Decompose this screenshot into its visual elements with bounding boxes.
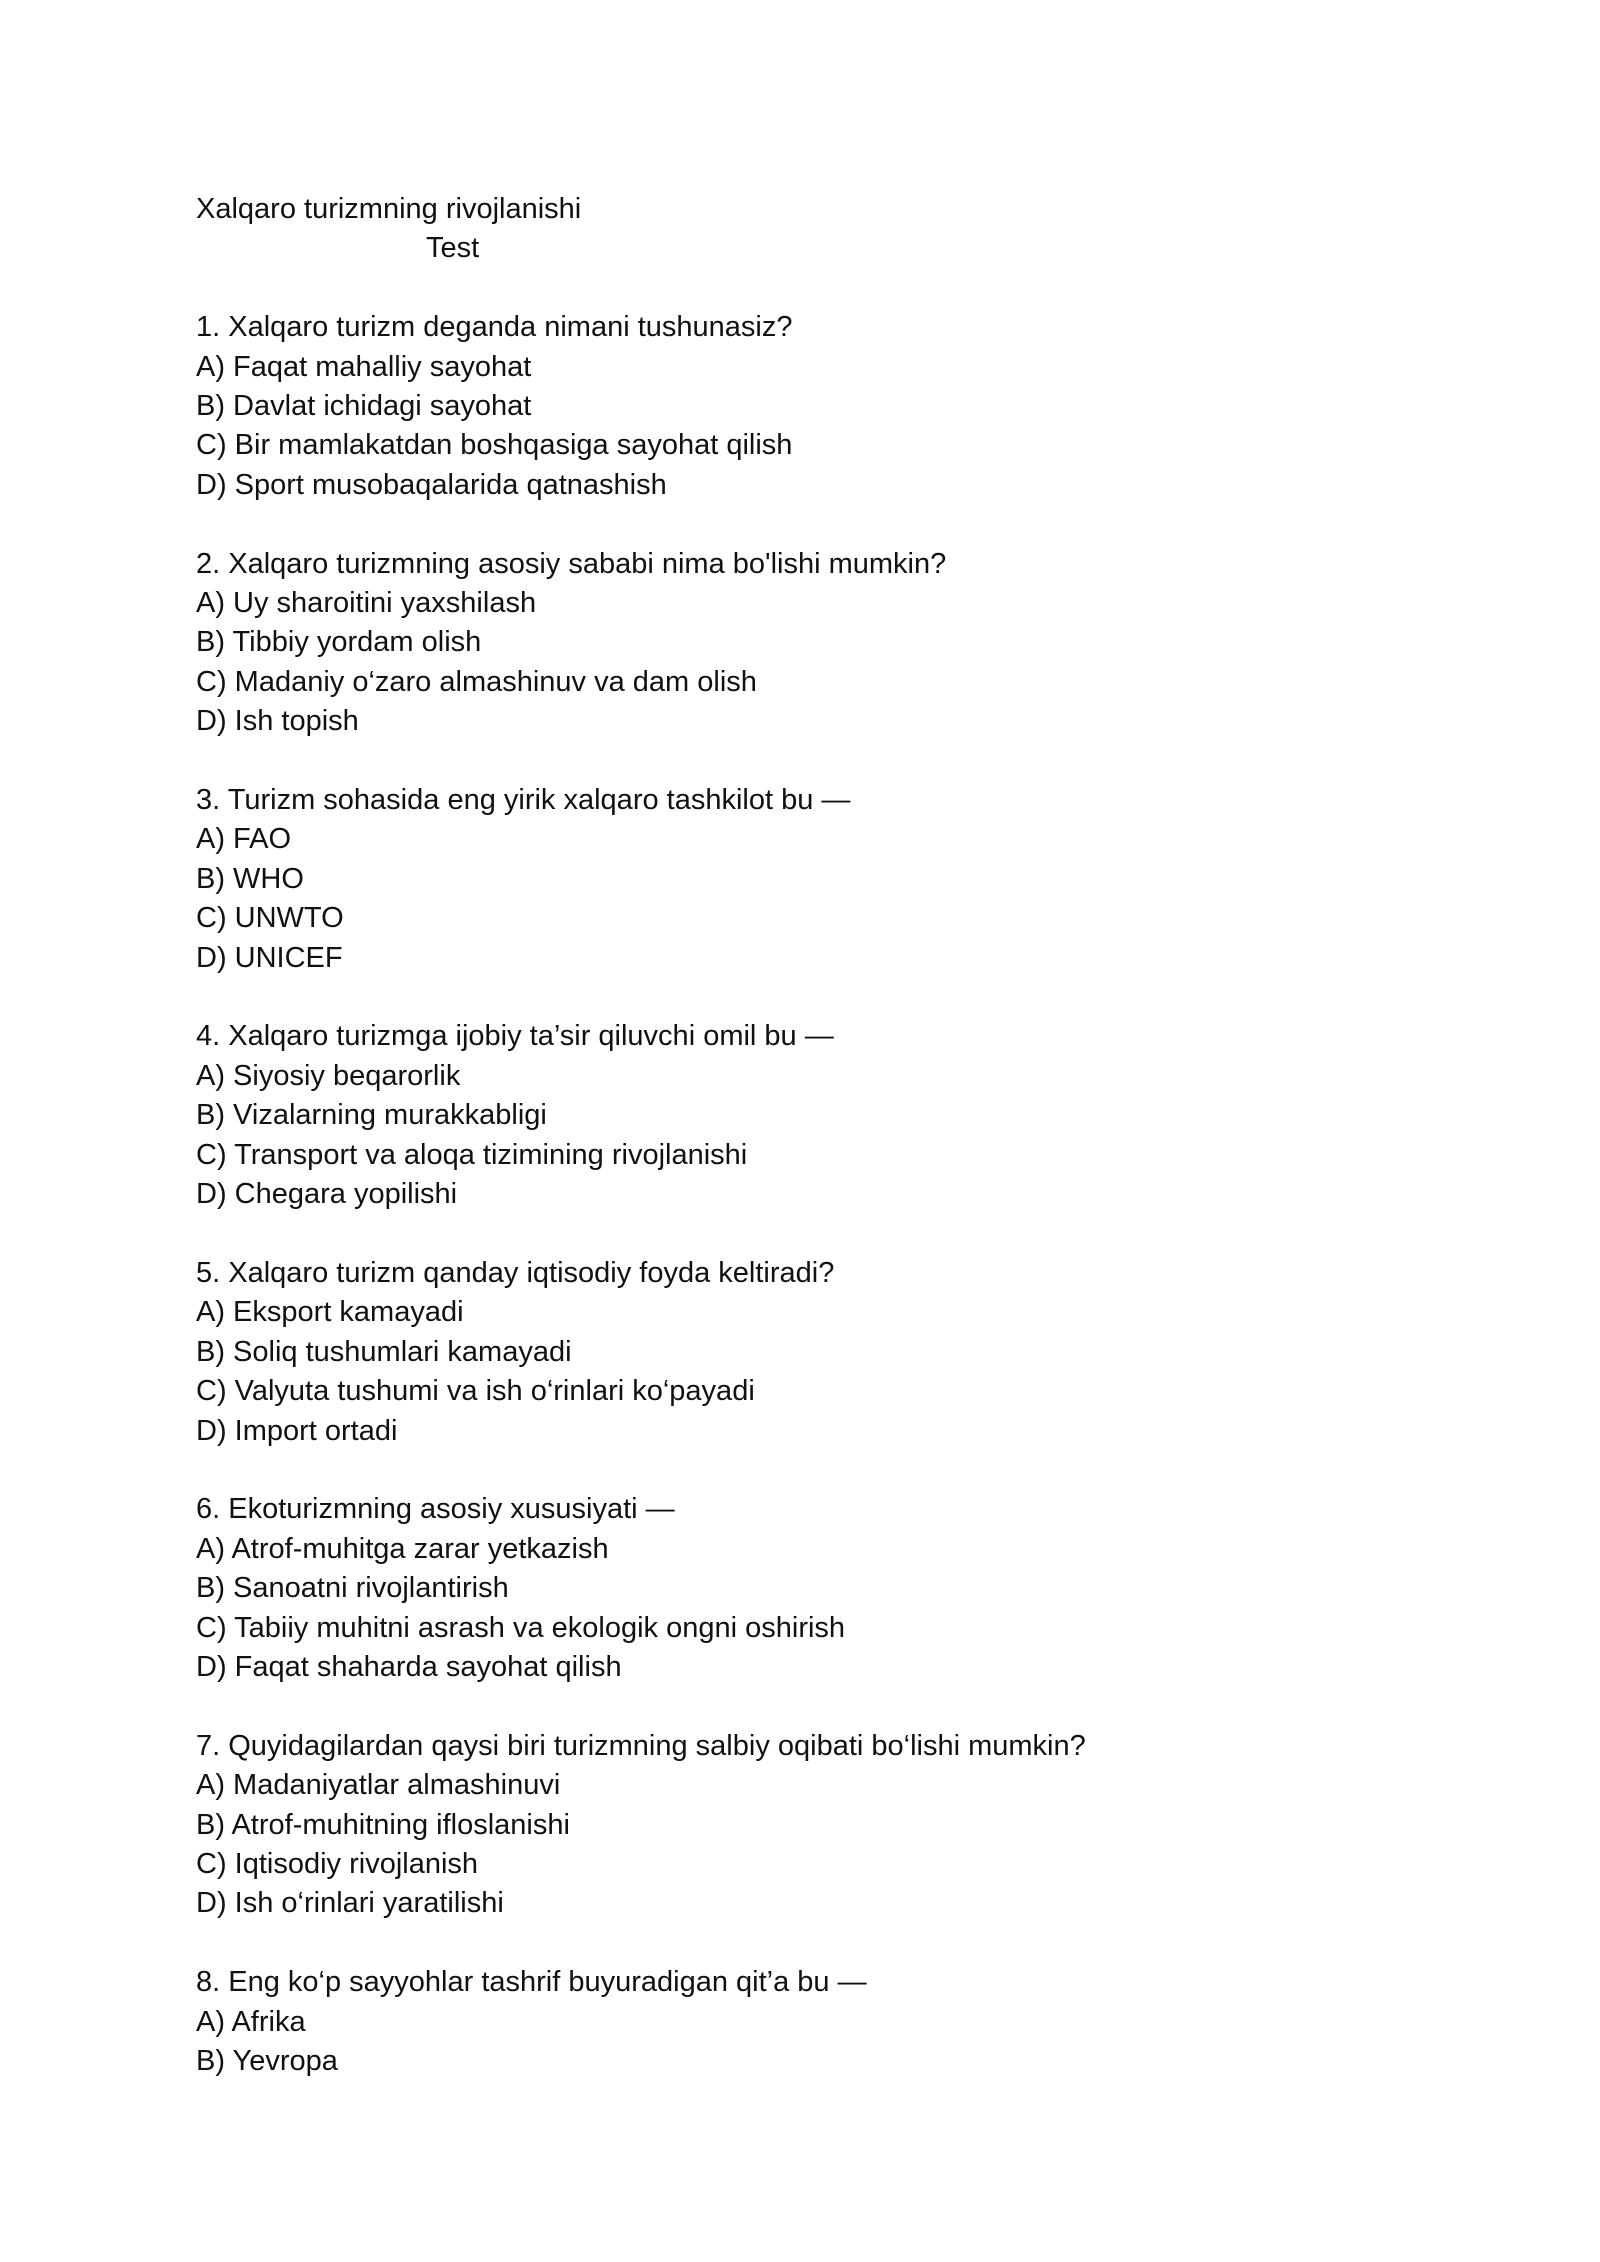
answer-option-b: B) Sanoatni rivojlantirish (196, 1572, 509, 1605)
answer-option-b: B) Vizalarning murakkabligi (196, 1099, 547, 1132)
answer-option-c: C) Valyuta tushumi va ish o‘rinlari ko‘payadi (196, 1375, 755, 1408)
question-8 (196, 1963, 1416, 2081)
answer-option-c: C) Madaniy o‘zaro almashinuv va dam olish (196, 665, 757, 698)
answer-option-c: C) Bir mamlakatdan boshqasiga sayohat qilish (196, 429, 793, 462)
answer-option-d: D) UNICEF (196, 941, 343, 974)
question-5 (196, 1254, 1416, 1451)
question-text: 7. Quyidagilardan qaysi biri turizmning salbiy oqibati bo‘lishi mumkin? (196, 1729, 1086, 1762)
answer-option-c: C) Iqtisodiy rivojlanish (196, 1847, 479, 1880)
answer-option-a: A) FAO (196, 823, 292, 856)
document-content (196, 190, 1416, 2081)
question-text: 1. Xalqaro turizm deganda nimani tushunasiz? (196, 311, 793, 344)
question-text: 3. Turizm sohasida eng yirik xalqaro tashkilot bu — (196, 784, 851, 817)
answer-option-d: D) Ish topish (196, 705, 359, 738)
answer-option-d: D) Faqat shaharda sayohat qilish (196, 1650, 622, 1683)
answer-option-a: A) Uy sharoitini yaxshilash (196, 587, 537, 620)
answer-option-d: D) Chegara yopilishi (196, 1178, 458, 1211)
answer-option-b: B) WHO (196, 862, 304, 895)
answer-option-b: B) Tibbiy yordam olish (196, 626, 482, 659)
answer-option-a: A) Madaniyatlar almashinuvi (196, 1769, 561, 1802)
question-4 (196, 1017, 1416, 1214)
answer-option-c: C) Transport va aloqa tizimining rivojlanishi (196, 1138, 748, 1171)
answer-option-b: B) Davlat ichidagi sayohat (196, 390, 532, 423)
answer-option-a: A) Eksport kamayadi (196, 1296, 464, 1329)
answer-option-a: A) Siyosiy beqarorlik (196, 1059, 461, 1092)
question-text: 5. Xalqaro turizm qanday iqtisodiy foyda keltiradi? (196, 1256, 835, 1289)
question-6 (196, 1490, 1416, 1687)
question-7 (196, 1727, 1416, 1924)
question-1 (196, 308, 1416, 505)
answer-option-a: A) Atrof-muhitga zarar yetkazish (196, 1532, 609, 1565)
answer-option-a: A) Afrika (196, 2005, 306, 2038)
answer-option-a: A) Faqat mahalliy sayohat (196, 350, 532, 383)
answer-option-d: D) Ish o‘rinlari yaratilishi (196, 1887, 504, 1920)
document-title: Xalqaro turizmning rivojlanishi (196, 193, 582, 225)
question-text: 6. Ekoturizmning asosiy xususiyati — (196, 1493, 675, 1526)
question-text: 2. Xalqaro turizmning asosiy sababi nima bo'lishi mumkin? (196, 547, 947, 580)
document-subtitle: Test (426, 232, 480, 265)
answer-option-c: C) UNWTO (196, 902, 344, 935)
answer-option-b: B) Yevropa (196, 2044, 338, 2077)
answer-option-b: B) Atrof-muhitning ifloslanishi (196, 1808, 570, 1841)
answer-option-c: C) Tabiiy muhitni asrash va ekologik ongni oshirish (196, 1611, 846, 1644)
question-3 (196, 781, 1416, 978)
question-2 (196, 545, 1416, 742)
answer-option-b: B) Soliq tushumlari kamayadi (196, 1335, 572, 1368)
question-text: 8. Eng ko‘p sayyohlar tashrif buyuradigan qit’a bu — (196, 1966, 867, 1999)
answer-option-d: D) Sport musobaqalarida qatnashish (196, 468, 667, 501)
answer-option-d: D) Import ortadi (196, 1414, 398, 1447)
question-text: 4. Xalqaro turizmga ijobiy ta’sir qiluvchi omil bu — (196, 1020, 834, 1053)
